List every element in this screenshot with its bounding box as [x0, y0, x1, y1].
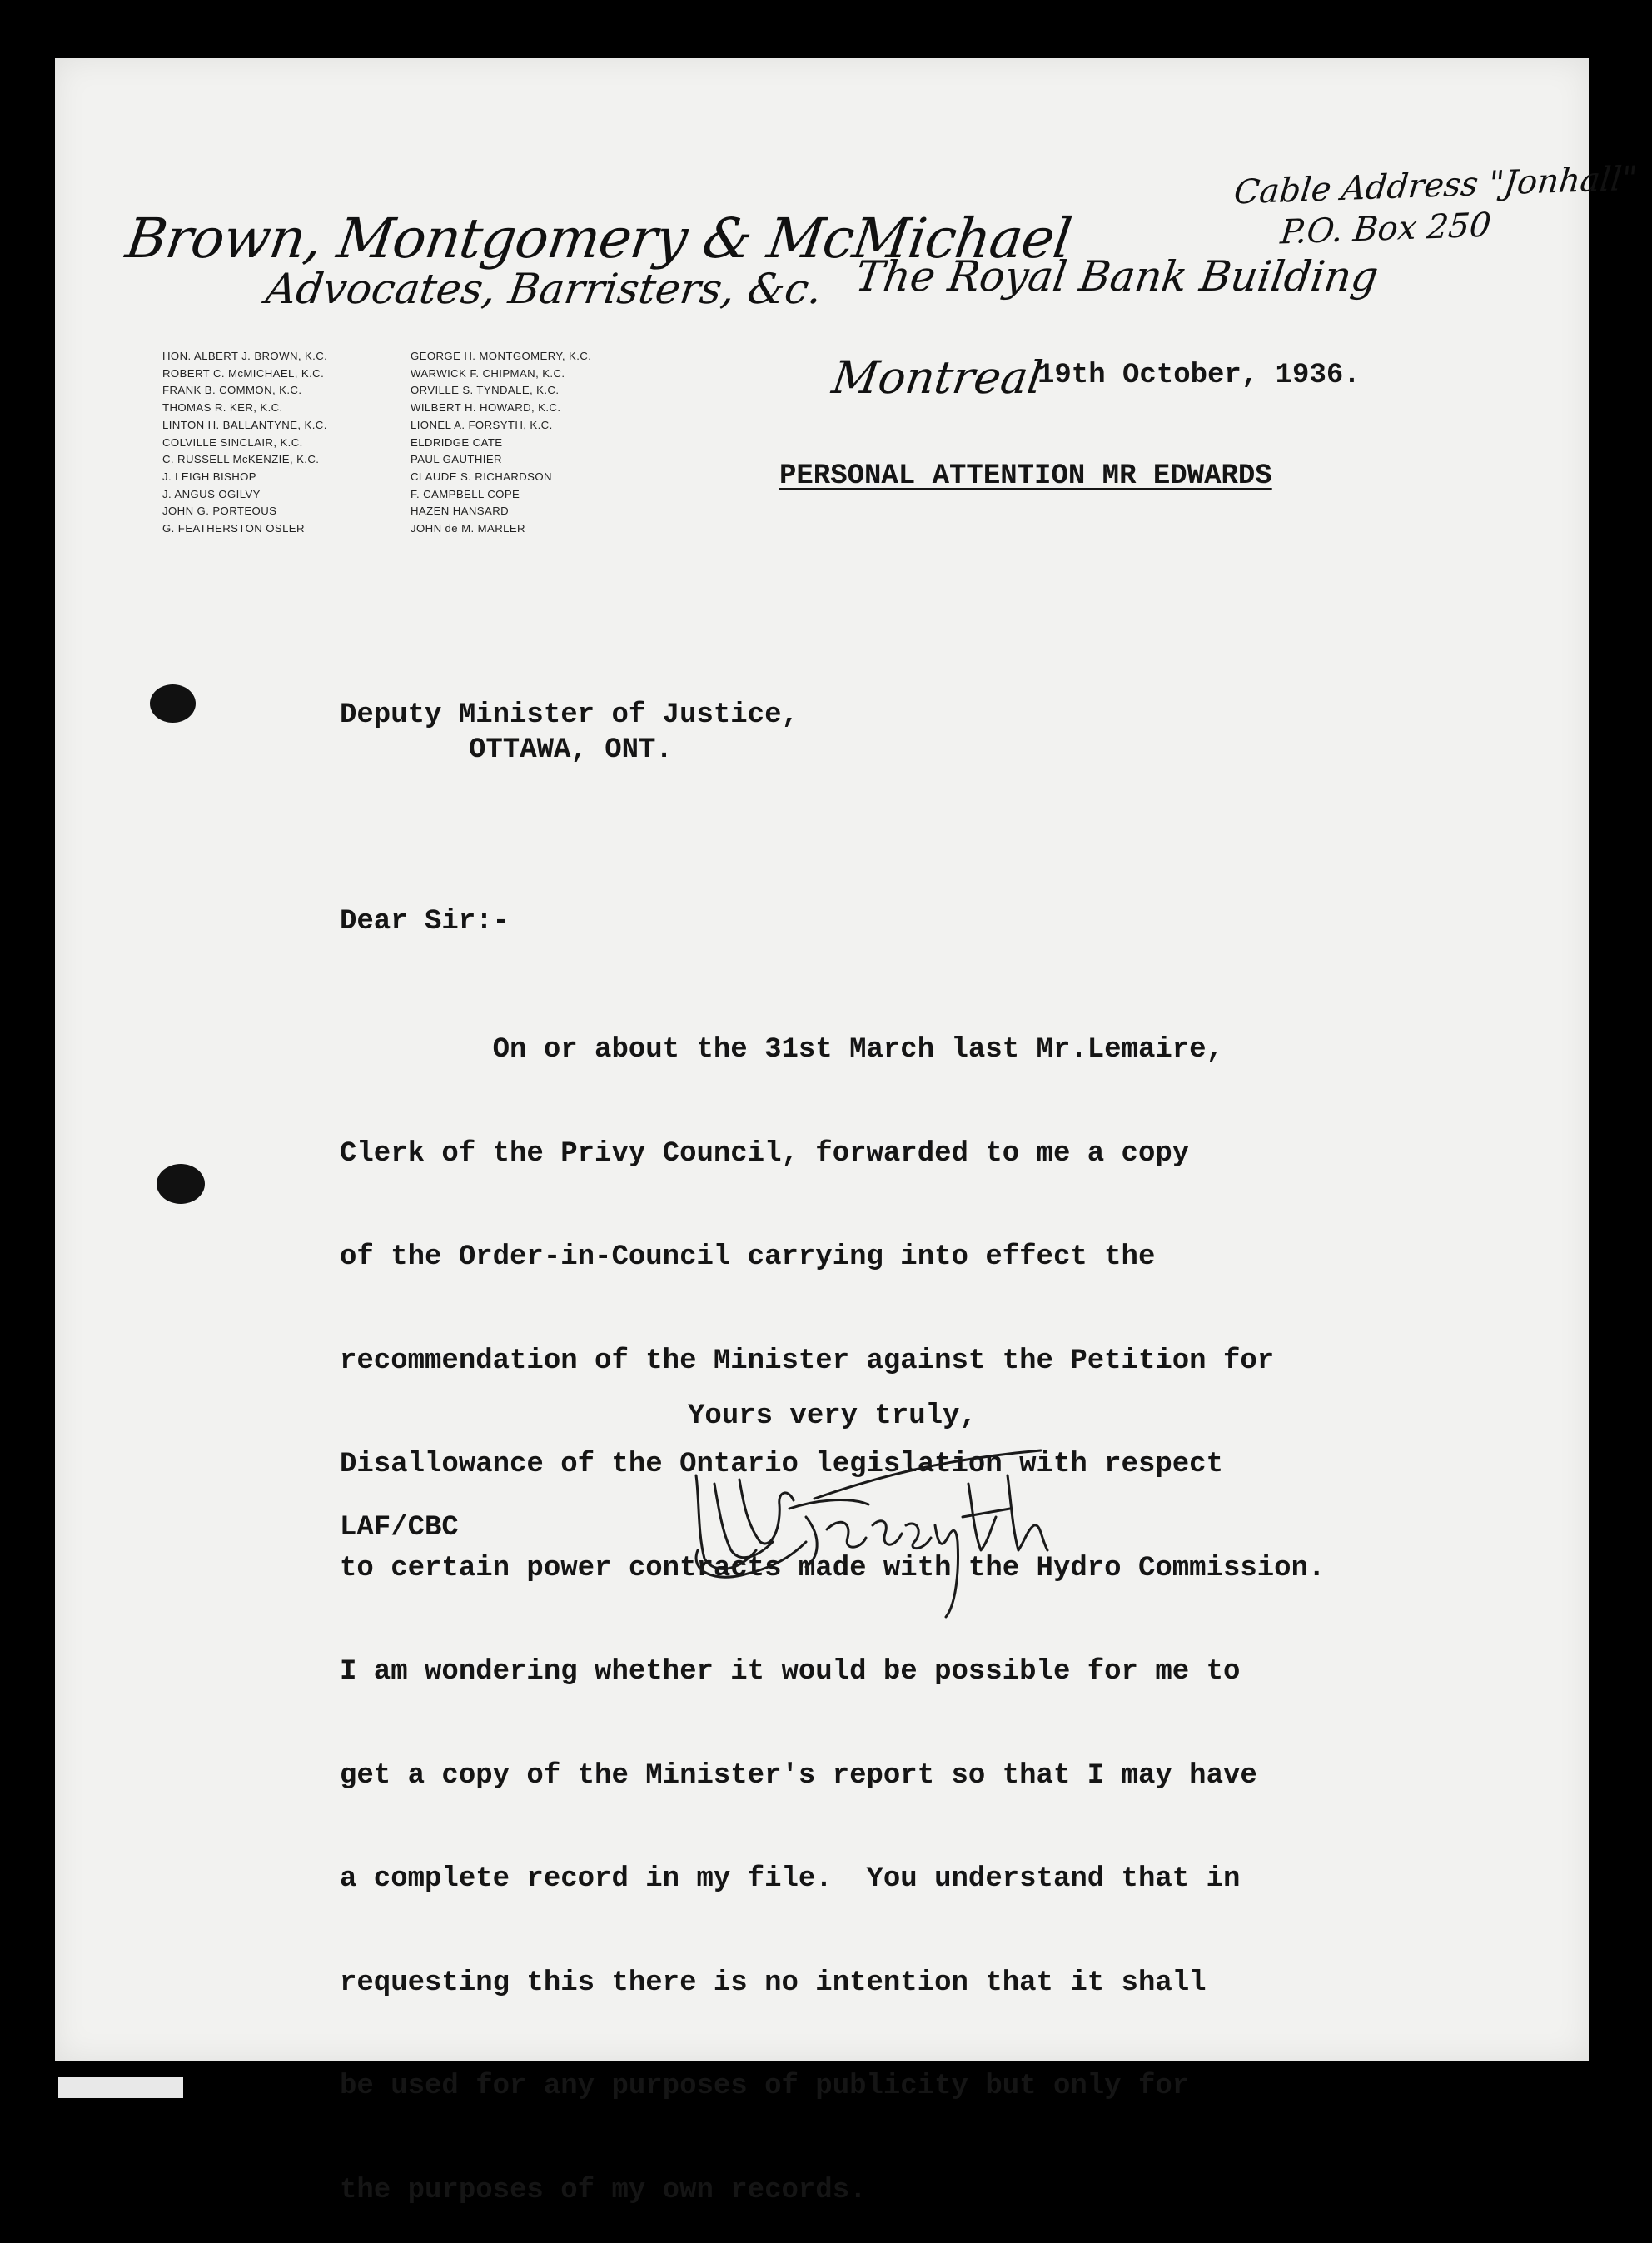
- punch-hole: [150, 684, 196, 723]
- body-line: to certain power contracts made with the Hydro Commission.: [340, 1552, 1326, 1584]
- partner-name: ROBERT C. McMICHAEL, K.C.: [162, 366, 325, 380]
- partner-name: WILBERT H. HOWARD, K.C.: [411, 401, 561, 415]
- firm-description: Advocates, Barristers, &c.: [262, 265, 825, 313]
- body-line: the purposes of my own records.: [340, 2174, 867, 2206]
- partner-name: WARWICK F. CHIPMAN, K.C.: [411, 366, 565, 380]
- partners-list-left: [162, 348, 327, 538]
- recipient-city: OTTAWA, ONT.: [469, 734, 673, 766]
- reference-initials: LAF/CBC: [340, 1512, 459, 1544]
- partner-name: JOHN de M. MARLER: [411, 522, 525, 535]
- signature-image: [681, 1425, 1072, 1625]
- partner-name: JOHN G. PORTEOUS: [162, 505, 277, 518]
- body-line: I am wondering whether it would be possible for me to: [340, 1656, 1241, 1688]
- partner-name: GEORGE H. MONTGOMERY, K.C.: [411, 350, 592, 362]
- partner-name: COLVILLE SINCLAIR, K.C.: [162, 435, 303, 449]
- partner-name: THOMAS R. KER, K.C.: [162, 401, 283, 415]
- body-line: be used for any purposes of publicity but only for: [340, 2071, 1190, 2102]
- body-line: get a copy of the Minister's report so that I may have: [340, 1759, 1257, 1792]
- scan-edge-tab: [58, 2077, 183, 2098]
- letter-date: 19th October, 1936.: [1037, 360, 1361, 391]
- partner-name: HAZEN HANSARD: [411, 505, 510, 518]
- closing: Yours very truly,: [688, 1400, 977, 1432]
- partner-name: G. FEATHERSTON OSLER: [162, 522, 305, 535]
- attention-line: PERSONAL ATTENTION MR EDWARDS: [779, 460, 1272, 492]
- body-line: requesting this there is no intention that it shall: [340, 1967, 1207, 1999]
- po-box: P.O. Box 250: [1278, 206, 1493, 252]
- letterhead-city: Montreal: [828, 351, 1046, 404]
- body-line: of the Order-in-Council carrying into effect the: [340, 1241, 1156, 1273]
- partner-name: J. LEIGH BISHOP: [162, 470, 256, 483]
- partners-list-right: [411, 348, 591, 538]
- partner-name: J. ANGUS OGILVY: [162, 487, 261, 500]
- firm-name: Brown, Montgomery & McMichael: [122, 206, 1075, 271]
- cable-address: Cable Address "Jonhall": [1232, 159, 1640, 212]
- punch-hole: [157, 1164, 205, 1204]
- body-line: On or about the 31st March last Mr.Lemaire,: [340, 1034, 1223, 1066]
- partner-name: LINTON H. BALLANTYNE, K.C.: [162, 418, 327, 431]
- partner-name: ELDRIDGE CATE: [411, 435, 503, 449]
- body-line: a complete record in my file. You understand that in: [340, 1863, 1241, 1895]
- partner-name: PAUL GAUTHIER: [411, 453, 502, 466]
- salutation: Dear Sir:-: [340, 906, 510, 937]
- partner-name: CLAUDE S. RICHARDSON: [411, 470, 552, 483]
- partner-name: C. RUSSELL McKENZIE, K.C.: [162, 453, 320, 466]
- partner-name: ORVILLE S. TYNDALE, K.C.: [411, 384, 560, 397]
- partner-name: HON. ALBERT J. BROWN, K.C.: [162, 350, 328, 362]
- partner-name: F. CAMPBELL COPE: [411, 487, 520, 500]
- body-line: Clerk of the Privy Council, forwarded to me a copy: [340, 1137, 1190, 1170]
- partner-name: FRANK B. COMMON, K.C.: [162, 384, 302, 397]
- recipient-title: Deputy Minister of Justice,: [340, 699, 799, 731]
- body-line: recommendation of the Minister against the Petition for: [340, 1345, 1275, 1377]
- body-line: Disallowance of the Ontario legislation with respect: [340, 1449, 1223, 1480]
- partner-name: LIONEL A. FORSYTH, K.C.: [411, 418, 553, 431]
- building-name: The Royal Bank Building: [852, 252, 1381, 301]
